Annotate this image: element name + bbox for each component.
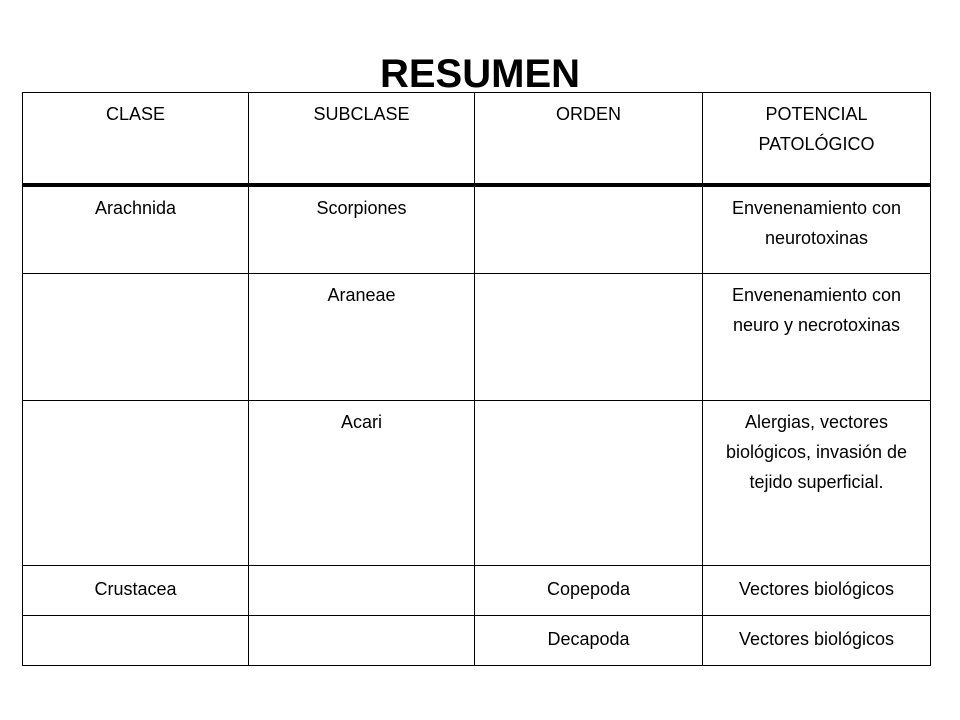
page-title: RESUMEN <box>379 52 581 96</box>
cell-potencial: Envenenamiento con neuro y necrotoxinas <box>703 274 931 401</box>
cell-clase: Arachnida <box>23 185 249 274</box>
cell-orden: Decapoda <box>475 616 703 666</box>
cell-potencial: Vectores biológicos <box>703 566 931 616</box>
summary-table <box>22 92 931 666</box>
cell-potencial: Vectores biológicos <box>703 616 931 666</box>
cell-subclase <box>249 566 475 616</box>
cell-subclase: Scorpiones <box>249 185 475 274</box>
header-subclase: SUBCLASE <box>249 93 475 185</box>
cell-clase <box>23 401 249 566</box>
table-row <box>23 566 931 616</box>
table-row <box>23 274 931 401</box>
table-row <box>23 185 931 274</box>
cell-subclase: Araneae <box>249 274 475 401</box>
table-row <box>23 401 931 566</box>
table-header-row <box>23 93 931 185</box>
cell-orden: Copepoda <box>475 566 703 616</box>
header-orden: ORDEN <box>475 93 703 185</box>
cell-subclase: Acari <box>249 401 475 566</box>
cell-orden <box>475 274 703 401</box>
header-potencial: POTENCIAL PATOLÓGICO <box>703 93 931 185</box>
cell-potencial: Alergias, vectores biológicos, invasión de tejido superficial. <box>703 401 931 566</box>
cell-subclase <box>249 616 475 666</box>
cell-orden <box>475 185 703 274</box>
cell-potencial: Envenenamiento con neurotoxinas <box>703 185 931 274</box>
cell-clase: Crustacea <box>23 566 249 616</box>
cell-orden <box>475 401 703 566</box>
header-clase: CLASE <box>23 93 249 185</box>
table-row <box>23 616 931 666</box>
cell-clase <box>23 616 249 666</box>
cell-clase <box>23 274 249 401</box>
